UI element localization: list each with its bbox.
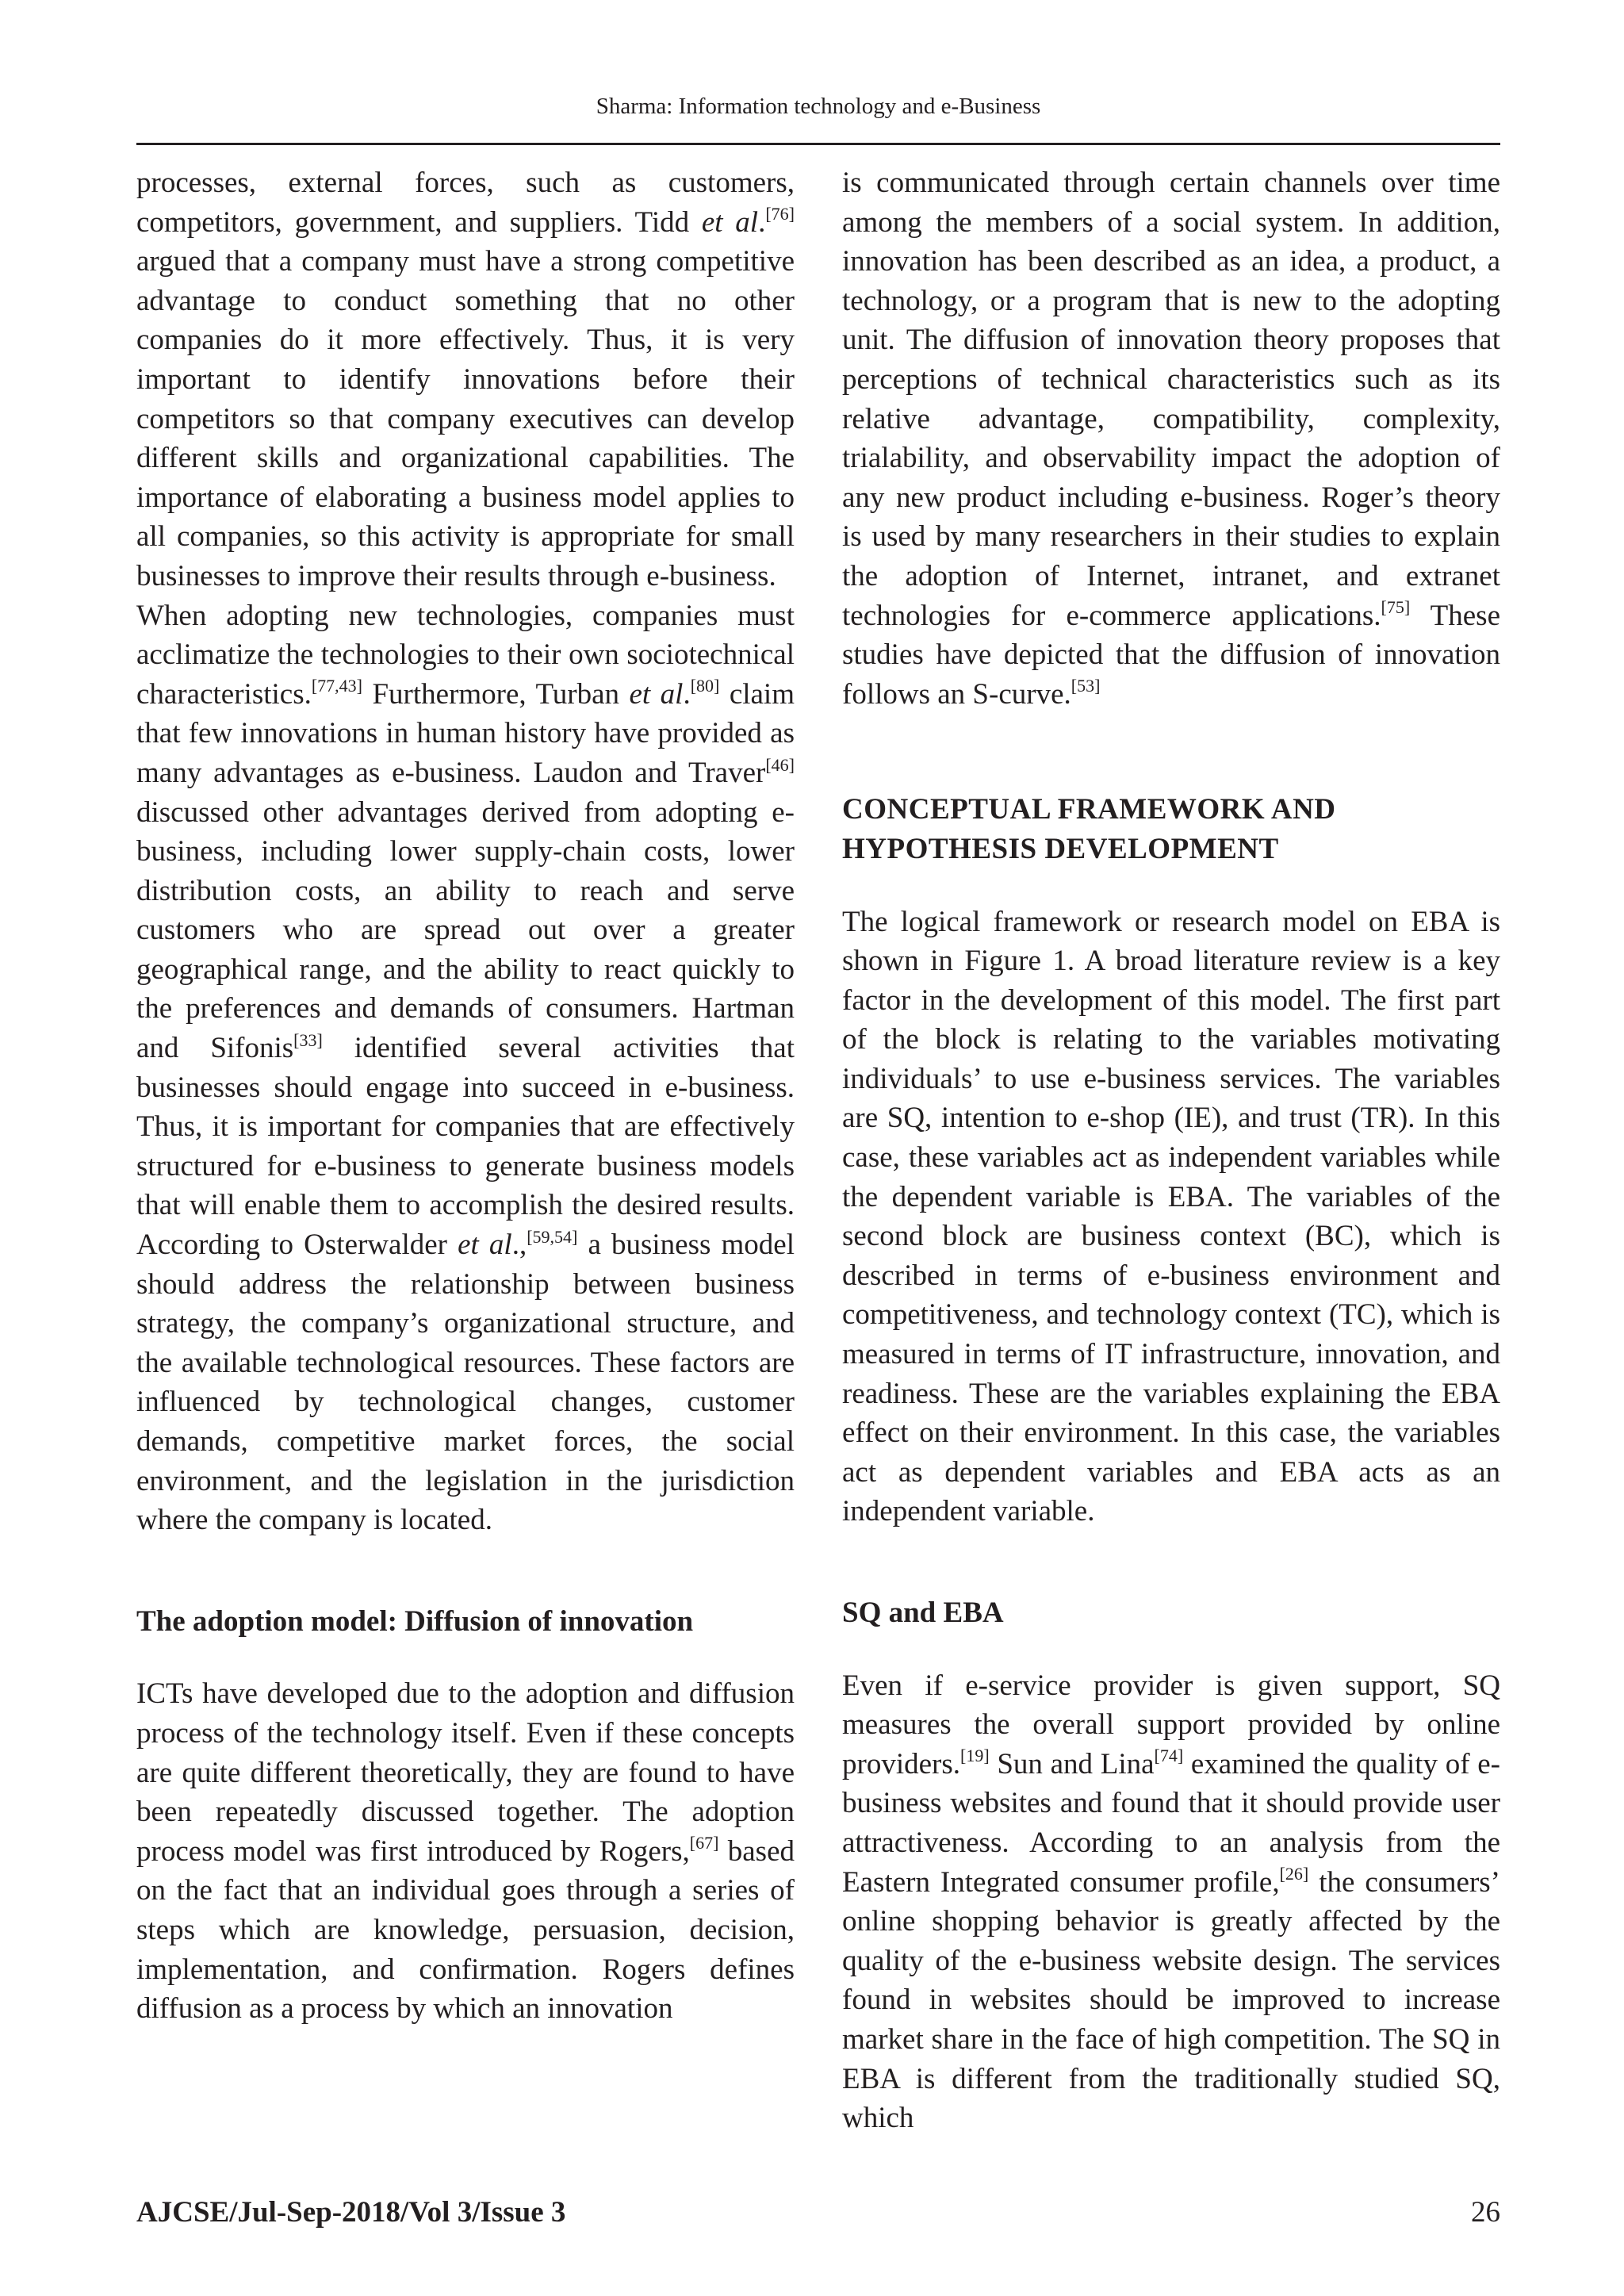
section-heading-adoption-model: The adoption model: Diffusion of innovation [136, 1604, 694, 1638]
left-paragraph-2: When adopting new technologies, companies must acclimatize the technologies to their own sociotechnical characteristics.[77,43] Furthermore, Turban et al.[80] claim that few innovations in human history have provided as many advantages as e-business. Laudon and Traver[46] discussed other advantages derived from adopting e-business, including lower supply-chain costs, lower distribution costs, an ability to reach and serve customers who are spread out over a greater geographical range, and the ability to react quickly to the preferences and demands of consumers. Hartman and Sifonis[33] identified several activities that businesses should engage into succeed in e-business. Thus, it is important for companies that are effectively structured for e-business to generate business models that will enable them to accomplish the desired results. According to Osterwalder et al.,[59,54] a business model should address the relationship between business strategy, the company’s organizational structure, and the available technological resources. These factors are influenced by technological changes, customer demands, competitive market forces, the social environment, and the legislation in the jurisdiction where the company is located. [136, 599, 795, 1537]
right-paragraph-3: Even if e-service provider is given support, SQ measures the overall support provided by online providers.[19] Sun and Lina[74] examined the quality of e-business websites and found that it should provide user attractiveness. According to an analysis from the Eastern Integrated consumer profile,[26] the consumers’ online shopping behavior is greatly affected by the quality of the e-business website design. The services found in websites should be improved to increase market share in the face of high competition. The SQ in EBA is different from the traditionally studied SQ, which [842, 1669, 1500, 2135]
citation: [67] [689, 1833, 719, 1853]
citation: [19] [960, 1746, 990, 1766]
citation: [26] [1279, 1864, 1309, 1884]
citation: [33] [293, 1029, 323, 1050]
footer-journal-info: AJCSE/Jul-Sep-2018/Vol 3/Issue 3 [136, 2196, 566, 2229]
citation: [59,54] [527, 1226, 578, 1247]
citation: [77,43] [311, 676, 362, 696]
citation: [74] [1154, 1746, 1184, 1766]
page-number: 26 [1471, 2196, 1500, 2229]
header-rule [136, 143, 1500, 145]
left-column [136, 163, 795, 2029]
section-heading-conceptual-framework: CONCEPTUAL FRAMEWORK AND HYPOTHESIS DEVELOPMENT [842, 793, 1336, 865]
right-paragraph-1: is communicated through certain channels over time among the members of a social system. In addition, innovation has been described as an idea, a product, a technology, or a program that is new to the adopting unit. The diffusion of innovation theory proposes that perceptions of technical characteristics such as its relative advantage, compatibility, complexity, trialability, and observability impact the adoption of any new product including e-business. Roger’s theory is used by many researchers in their studies to explain the adoption of Internet, intranet, and extranet technologies for e-commerce applications.[75] These studies have depicted that the diffusion of innovation follows an S-curve.[53] [842, 167, 1500, 711]
citation: [75] [1381, 597, 1411, 618]
section-heading-sq-eba: SQ and EBA [842, 1596, 1004, 1629]
left-paragraph-1: processes, external forces, such as customers, competitors, government, and suppliers. Tidd et al.[76] argued that a company must have a strong competitive advantage to conduct something that no other companies do it more effectively. Thus, it is very important to identify innovations before their competitors so that company executives can develop different skills and organizational capabilities. The importance of elaborating a business model applies to all companies, so this activity is appropriate for small businesses to improve their results through e-business. [136, 167, 795, 592]
citation: [53] [1071, 676, 1101, 696]
citation: [80] [690, 676, 720, 696]
citation: [46] [765, 754, 795, 775]
right-paragraph-2: The logical framework or research model on EBA is shown in Figure 1. A broad literature review is a key factor in the development of this model. The first part of the block is relating to the variables motivating individuals’ to use e-business services. The variables are SQ, intention to e-shop (IE), and trust (TR). In this case, these variables act as independent variables while the dependent variable is EBA. The variables of the second block are business context (BC), which is described in terms of e-business environment and competitiveness, and technology context (TC), which is measured in terms of IT infrastructure, innovation, and readiness. These are the variables explaining the EBA effect on their environment. In this case, the variables act as dependent variables and EBA acts as an independent variable. [842, 905, 1500, 1528]
right-column [842, 163, 1500, 2138]
running-head: Sharma: Information technology and e-Business [596, 94, 1041, 119]
left-paragraph-3: ICTs have developed due to the adoption and diffusion process of the technology itself. Even if these concepts are quite different theoretically, they are found to have been repeatedly discussed together. The adoption process model was first introduced by Rogers,[67] based on the fact that an individual goes through a series of steps which are knowledge, persuasion, decision, implementation, and confirmation. Rogers defines diffusion as a process by which an innovation [136, 1677, 795, 2026]
citation: [76] [765, 204, 795, 224]
